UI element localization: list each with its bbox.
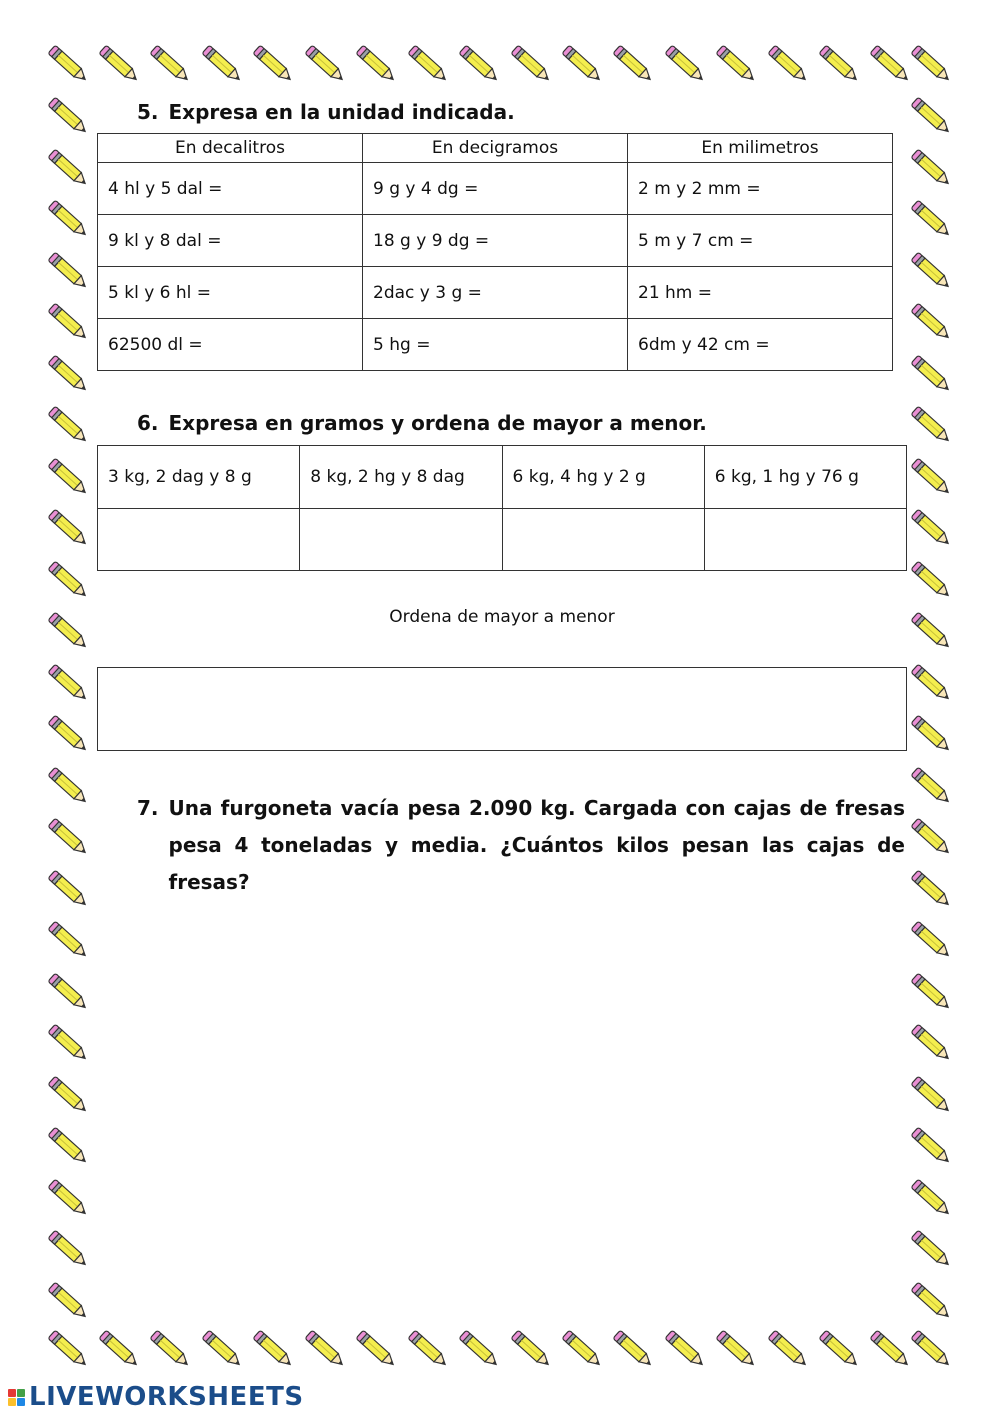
pencil-icon — [402, 38, 454, 90]
pencil-icon — [196, 1323, 248, 1375]
order-answer-box[interactable] — [97, 667, 907, 751]
pencil-icon — [42, 296, 94, 348]
logo-square — [17, 1398, 25, 1406]
answer-cell[interactable] — [300, 509, 502, 571]
pencil-icon — [42, 863, 94, 915]
conversion-cell: 21 hm = — [628, 267, 893, 319]
pencil-icon — [42, 1275, 94, 1327]
mass-ordering-table — [97, 445, 907, 571]
conversion-cell: 5 m y 7 cm = — [628, 215, 893, 267]
pencil-icon — [453, 38, 505, 90]
pencil-icon — [42, 914, 94, 966]
pencil-icon — [556, 1323, 608, 1375]
pencil-icon — [905, 38, 957, 90]
pencil-icon — [905, 193, 957, 245]
conversion-cell: 6dm y 42 cm = — [628, 319, 893, 371]
answer-row — [98, 509, 907, 571]
answer-cell[interactable] — [502, 509, 704, 571]
brand-name: LIVEWORKSHEETS — [29, 1382, 304, 1412]
pencil-icon — [905, 502, 957, 554]
pencil-icon — [905, 348, 957, 400]
pencil-icon — [813, 1323, 865, 1375]
pencil-icon — [710, 1323, 762, 1375]
mass-item: 8 kg, 2 hg y 8 dag — [300, 446, 502, 509]
pencil-icon — [905, 1172, 957, 1224]
conversion-cell: 5 kl y 6 hl = — [98, 267, 363, 319]
pencil-icon — [144, 38, 196, 90]
pencil-icon — [505, 38, 557, 90]
pencil-icon — [42, 966, 94, 1018]
table-row — [98, 446, 907, 509]
pencil-icon — [905, 296, 957, 348]
pencil-icon — [905, 399, 957, 451]
pencil-icon — [42, 708, 94, 760]
mass-item: 6 kg, 4 hg y 2 g — [502, 446, 704, 509]
pencil-icon — [42, 193, 94, 245]
pencil-icon — [144, 1323, 196, 1375]
pencil-icon — [299, 1323, 351, 1375]
pencil-icon — [42, 348, 94, 400]
answer-cell[interactable] — [704, 509, 906, 571]
conversion-cell: 9 kl y 8 dal = — [98, 215, 363, 267]
pencil-icon — [42, 502, 94, 554]
pencil-icon — [42, 142, 94, 194]
pencil-icon — [905, 760, 957, 812]
mass-item: 3 kg, 2 dag y 8 g — [98, 446, 300, 509]
pencil-icon — [762, 38, 814, 90]
liveworksheets-logo-icon — [8, 1389, 25, 1406]
order-label: Ordena de mayor a menor — [389, 607, 615, 627]
unit-conversion-table — [97, 133, 893, 371]
pencil-icon — [905, 708, 957, 760]
pencil-icon — [905, 1120, 957, 1172]
pencil-icon — [402, 1323, 454, 1375]
pencil-icon — [905, 914, 957, 966]
conversion-cell: 2 m y 2 mm = — [628, 163, 893, 215]
pencil-icon — [42, 1223, 94, 1275]
pencil-icon — [42, 1017, 94, 1069]
pencil-icon — [42, 399, 94, 451]
exercise-7-number: 7. — [137, 796, 159, 820]
pencil-icon — [905, 1323, 957, 1375]
pencil-icon — [42, 657, 94, 709]
pencil-icon — [905, 1223, 957, 1275]
conversion-cell: 4 hl y 5 dal = — [98, 163, 363, 215]
pencil-icon — [710, 38, 762, 90]
pencil-icon — [247, 38, 299, 90]
table-row — [98, 215, 893, 267]
pencil-icon — [905, 245, 957, 297]
exercise-7 — [137, 790, 905, 901]
table-header-row — [98, 134, 893, 163]
exercise-6-heading — [137, 411, 707, 435]
header-decalitros: En decalitros — [98, 134, 363, 163]
pencil-icon — [905, 90, 957, 142]
pencil-icon — [905, 1069, 957, 1121]
pencil-icon — [42, 811, 94, 863]
table-row — [98, 319, 893, 371]
pencil-icon — [607, 38, 659, 90]
logo-square — [8, 1389, 16, 1397]
pencil-icon — [42, 451, 94, 503]
pencil-icon — [196, 38, 248, 90]
pencil-icon — [607, 1323, 659, 1375]
pencil-icon — [350, 38, 402, 90]
pencil-icon — [42, 760, 94, 812]
pencil-icon — [905, 451, 957, 503]
pencil-icon — [350, 1323, 402, 1375]
pencil-icon — [93, 1323, 145, 1375]
pencil-icon — [93, 38, 145, 90]
pencil-icon — [659, 38, 711, 90]
pencil-icon — [42, 554, 94, 606]
footer-logo[interactable] — [8, 1382, 304, 1412]
pencil-icon — [505, 1323, 557, 1375]
pencil-icon — [42, 38, 94, 90]
conversion-cell: 62500 dl = — [98, 319, 363, 371]
exercise-6-number: 6. — [137, 411, 159, 435]
exercise-5-title: Expresa en la unidad indicada. — [168, 100, 515, 124]
exercise-5-number: 5. — [137, 100, 159, 124]
pencil-icon — [42, 1069, 94, 1121]
pencil-icon — [905, 811, 957, 863]
pencil-icon — [299, 38, 351, 90]
logo-square — [17, 1389, 25, 1397]
pencil-icon — [905, 1017, 957, 1069]
pencil-icon — [42, 1323, 94, 1375]
conversion-cell: 2dac y 3 g = — [363, 267, 628, 319]
pencil-icon — [42, 605, 94, 657]
table-row — [98, 163, 893, 215]
conversion-cell: 18 g y 9 dg = — [363, 215, 628, 267]
conversion-cell: 9 g y 4 dg = — [363, 163, 628, 215]
exercise-7-text: Una furgoneta vacía pesa 2.090 kg. Cargada con cajas de fresas pesa 4 toneladas y media. ¿Cuántos kilos pesan las cajas de fresas? — [168, 796, 905, 894]
pencil-icon — [659, 1323, 711, 1375]
header-milimetros: En milimetros — [628, 134, 893, 163]
pencil-icon — [813, 38, 865, 90]
pencil-icon — [905, 1275, 957, 1327]
logo-square — [8, 1398, 16, 1406]
pencil-icon — [42, 245, 94, 297]
pencil-icon — [247, 1323, 299, 1375]
pencil-icon — [905, 605, 957, 657]
mass-item: 6 kg, 1 hg y 76 g — [704, 446, 906, 509]
exercise-6-title: Expresa en gramos y ordena de mayor a menor. — [168, 411, 707, 435]
header-decigramos: En decigramos — [363, 134, 628, 163]
pencil-icon — [905, 657, 957, 709]
pencil-icon — [905, 966, 957, 1018]
pencil-icon — [42, 1120, 94, 1172]
table-row — [98, 267, 893, 319]
conversion-cell: 5 hg = — [363, 319, 628, 371]
pencil-icon — [453, 1323, 505, 1375]
pencil-icon — [905, 863, 957, 915]
answer-cell[interactable] — [98, 509, 300, 571]
exercise-5-heading — [137, 100, 515, 124]
pencil-icon — [762, 1323, 814, 1375]
pencil-icon — [42, 1172, 94, 1224]
pencil-icon — [905, 554, 957, 606]
pencil-icon — [42, 90, 94, 142]
pencil-icon — [905, 142, 957, 194]
pencil-icon — [556, 38, 608, 90]
